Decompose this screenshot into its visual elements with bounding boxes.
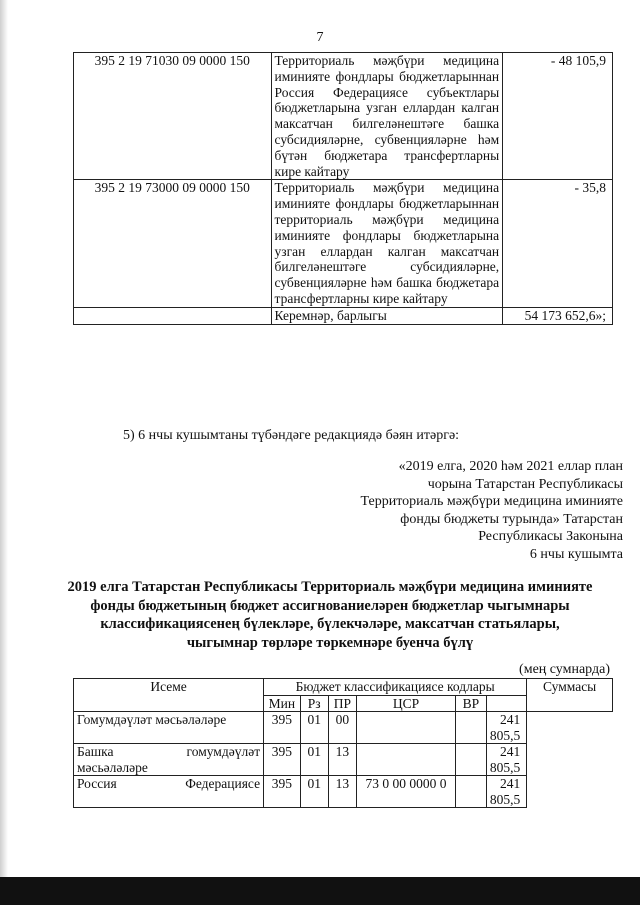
- row-csr: [357, 712, 456, 744]
- attachment-line: фонды бюджеты турында» Татарстан: [400, 511, 623, 527]
- instruction-paragraph: 5) 6 нчы кушымтаны түбәндәге редакциядә бәян итәргә:: [123, 428, 460, 443]
- code-cell: [74, 307, 272, 324]
- table-row: [74, 180, 613, 307]
- row-min: 395: [264, 776, 301, 808]
- budget-table: [73, 678, 613, 808]
- row-name: Гомумдәүләт мәсьәләләре: [74, 712, 264, 744]
- header-pr: ПР: [328, 695, 356, 712]
- header-vr: ВР: [455, 695, 486, 712]
- row-vr: [455, 712, 486, 744]
- description-cell: Территориаль мәҗбүри медицина иминияте фондлары бюджетларыннан Россия Федерациясе субъектлары бюджетларына узган еллардан калган максатчан билгеләнештәге башка субсидияләрне, субвенцияләрне һәм бүтән бюджетара трансфертларны кире кайтару: [271, 53, 503, 180]
- total-row: [74, 307, 613, 324]
- attachment-line: 6 нчы кушымта: [529, 546, 623, 562]
- title-line: чыгымнар төрләре төркемнәре буенча бүлү: [186, 634, 474, 651]
- row-vr: [455, 744, 486, 776]
- row-min: 395: [264, 712, 301, 744]
- header-classification: Бюджет классификациясе кодлары: [264, 679, 527, 696]
- table-row: [74, 744, 613, 776]
- units-note: (мең сумнарда): [519, 662, 610, 677]
- row-sum: 241 805,5: [486, 712, 526, 744]
- header-rz: Рз: [300, 695, 328, 712]
- row-sum: 241 805,5: [486, 776, 526, 808]
- page-number: 7: [316, 30, 324, 45]
- row-csr: [357, 744, 456, 776]
- description-cell: Территориаль мәҗбүри медицина иминияте фондлары бюджетларыннан территориаль мәҗбүри медицина иминияте фондлары бюджетларына узган еллардан калган максатчан билгеләнештәге субсидияләрне, субвенцияләрне һәм башка бюджетара трансфертларны кире кайтару: [271, 180, 503, 307]
- row-min: 395: [264, 744, 301, 776]
- attachment-line: Республикасы Законына: [478, 529, 623, 544]
- document-title: [60, 578, 600, 652]
- row-rz: 01: [300, 776, 328, 808]
- table-row: [74, 776, 613, 808]
- total-amount: 54 173 652,6»;: [503, 307, 613, 324]
- header-sum: Суммасы: [527, 679, 613, 712]
- header-name: Исеме: [74, 679, 264, 712]
- row-pr: 13: [328, 776, 356, 808]
- header-min: Мин: [264, 695, 301, 712]
- revenue-table: [73, 52, 613, 325]
- attachment-header: [360, 458, 623, 563]
- row-csr: 73 0 00 0000 0: [357, 776, 456, 808]
- table-row: [74, 712, 613, 744]
- title-line: классификациясенең бүлекләре, бүлекчәләре, максатчан статьялары,: [100, 616, 560, 632]
- code-cell: 395 2 19 73000 09 0000 150: [74, 180, 272, 307]
- header-csr: ЦСР: [357, 695, 456, 712]
- code-cell: 395 2 19 71030 09 0000 150: [74, 53, 272, 180]
- row-pr: 00: [328, 712, 356, 744]
- title-line: фонды бюджетының бюджет ассигнованиеләрен бюджетлар чыгымнары: [90, 597, 570, 614]
- table-row: [74, 53, 613, 180]
- header-row: [74, 679, 613, 696]
- attachment-line: «2019 елга, 2020 һәм 2021 еллар план: [398, 459, 623, 474]
- title-line: 2019 елга Татарстан Республикасы Территориаль мәҗбүри медицина иминияте: [67, 579, 593, 595]
- total-label: Керемнәр, барлыгы: [271, 307, 503, 324]
- row-rz: 01: [300, 712, 328, 744]
- attachment-line: Территориаль мәҗбүри медицина иминияте: [360, 494, 623, 509]
- row-rz: 01: [300, 744, 328, 776]
- row-vr: [455, 776, 486, 808]
- row-name: Башка гомумдәүләт мәсьәләләре: [74, 744, 264, 776]
- scan-bottom-edge: [0, 877, 640, 905]
- row-sum: 241 805,5: [486, 744, 526, 776]
- scan-edge: [0, 0, 8, 905]
- attachment-line: чорына Татарстан Республикасы: [427, 476, 623, 492]
- row-name: Россия Федерациясе: [74, 776, 264, 808]
- row-pr: 13: [328, 744, 356, 776]
- amount-cell: - 35,8: [503, 180, 613, 307]
- amount-cell: - 48 105,9: [503, 53, 613, 180]
